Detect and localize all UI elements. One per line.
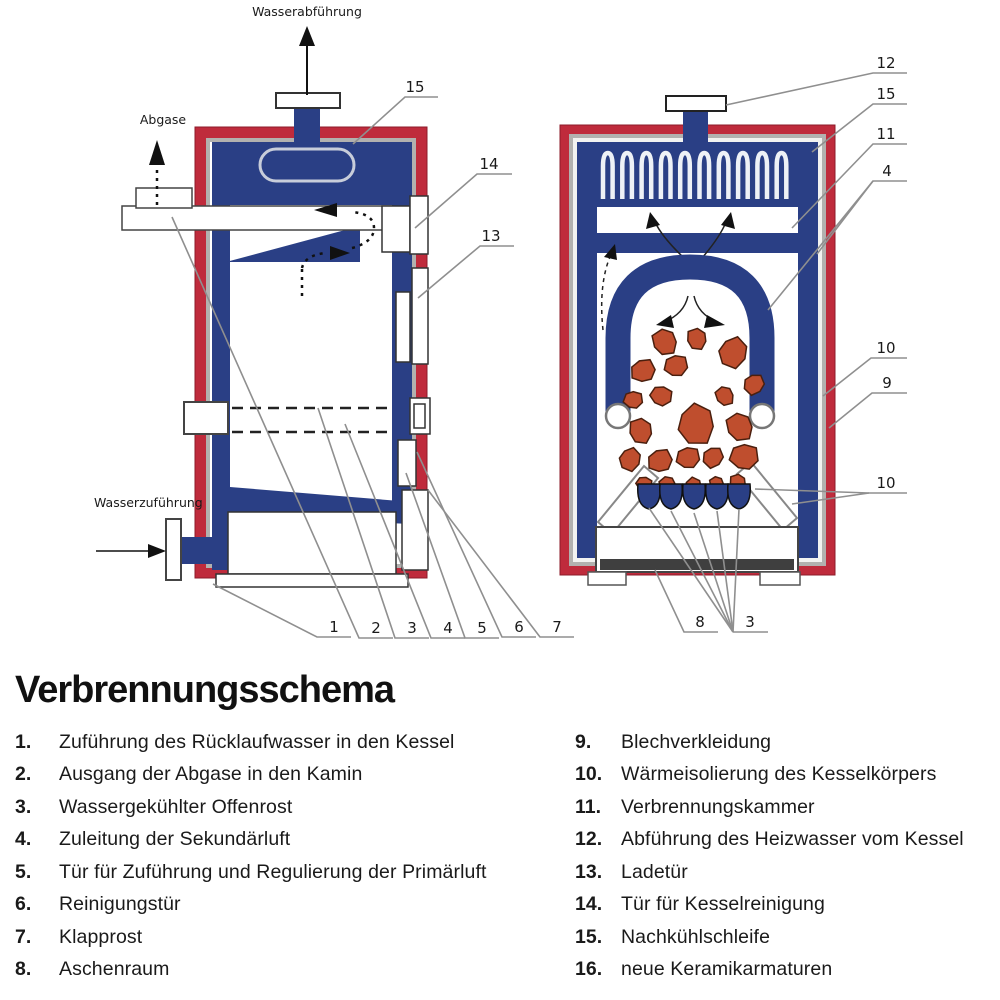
legend-section	[0, 669, 1000, 992]
legend-item	[575, 959, 990, 980]
legend-item-text: Ladetür	[621, 860, 688, 883]
callout-1: 1	[329, 618, 339, 636]
legend-item-number: 13.	[575, 860, 603, 883]
callout-4-right: 4	[882, 162, 892, 180]
right-boiler-section	[560, 96, 835, 585]
legend-item-text: Reinigungstür	[59, 893, 181, 916]
callout-15-right: 15	[876, 85, 896, 103]
flue-gas-arrow-icon	[149, 140, 165, 165]
legend-item-number: 7.	[15, 925, 32, 948]
callout-14: 14	[479, 155, 499, 173]
page-title: Verbrennungsschema	[15, 669, 395, 711]
legend	[15, 732, 990, 992]
legend-item-text: Blechverkleidung	[621, 731, 772, 753]
legend-item-text: Abführung des Heizwasser vom Kessel	[621, 828, 964, 851]
flue-gas-channel	[122, 206, 393, 230]
side-flange	[184, 402, 228, 434]
legend-item	[575, 797, 990, 818]
legend-item-text: Zuführung des Rücklaufwasser in den Kessel	[59, 731, 455, 753]
callout-8: 8	[695, 613, 705, 631]
callout-12: 12	[876, 54, 896, 72]
heating-water-pipe	[683, 108, 708, 144]
legend-item	[575, 764, 990, 785]
legend-item-text: Wärmeisolierung des Kesselkörpers	[621, 763, 937, 786]
wood-log	[676, 448, 699, 468]
heating-water-flange	[666, 96, 726, 111]
callout-2: 2	[371, 619, 381, 637]
callout-10-lower: 10	[876, 474, 896, 492]
legend-item	[575, 862, 990, 883]
legend-item-number: 15.	[575, 925, 603, 948]
callout-3: 3	[407, 619, 417, 637]
secondary-air-inner	[414, 404, 425, 428]
upper-gas-channel	[597, 207, 798, 233]
legend-item-number: 6.	[15, 893, 32, 916]
legend-item-text: Verbrennungskammer	[621, 795, 815, 818]
legend-item-number: 1.	[15, 731, 32, 753]
arch-opening-left	[606, 404, 630, 428]
callout-5: 5	[477, 619, 487, 637]
legend-item	[15, 797, 575, 818]
wood-log	[664, 356, 687, 376]
callout-13: 13	[481, 227, 501, 245]
left-boiler-section	[122, 93, 430, 587]
legend-item	[575, 829, 990, 850]
bottom-door-panel	[402, 490, 428, 570]
legend-item-text: Klapprost	[59, 925, 143, 948]
left-water-jacket-top	[212, 142, 412, 205]
legend-item	[575, 927, 990, 948]
callout-9: 9	[882, 374, 892, 392]
legend-item-number: 5.	[15, 860, 32, 883]
legend-column-left	[15, 732, 575, 992]
legend-item-text: Tür für Zuführung und Regulierung der Primärluft	[59, 860, 487, 883]
callout-7: 7	[552, 618, 562, 636]
base-ledge	[216, 574, 408, 587]
return-water-flange	[166, 519, 181, 580]
legend-item-number: 16.	[575, 958, 603, 981]
legend-item-text: Wassergekühlter Offenrost	[59, 795, 293, 818]
legend-item	[15, 732, 575, 753]
water-out-label: Wasserabführung	[252, 4, 362, 19]
wood-log	[630, 418, 651, 443]
water-out-arrow-icon	[299, 26, 315, 46]
legend-item-text: Nachkühlschleife	[621, 925, 771, 948]
water-outlet-flange	[276, 93, 340, 108]
water-in-label: Wasserzuführung	[94, 495, 203, 510]
callout-4: 4	[443, 619, 453, 637]
legend-item	[15, 959, 575, 980]
arch-opening-right	[750, 404, 774, 428]
legend-item-text: Ausgang der Abgase in den Kamin	[59, 763, 363, 786]
legend-item-text: Zuleitung der Sekundärluft	[59, 828, 291, 851]
callout-10-upper: 10	[876, 339, 896, 357]
legend-column-right	[575, 732, 990, 992]
callout-6: 6	[514, 618, 524, 636]
legend-item-number: 8.	[15, 958, 32, 981]
callout-15-left: 15	[405, 78, 425, 96]
legend-item-number: 10.	[575, 763, 603, 786]
callout-3-right: 3	[745, 613, 755, 631]
water-in-arrow-icon	[148, 544, 166, 558]
legend-item-number: 14.	[575, 893, 603, 916]
chimney-connector	[136, 188, 192, 208]
legend-item-number: 4.	[15, 828, 32, 851]
legend-item-number: 11.	[575, 795, 602, 818]
flue-gas-label: Abgase	[139, 112, 187, 127]
legend-item	[15, 764, 575, 785]
primary-air-door	[398, 440, 416, 486]
legend-item-text: Aschenraum	[59, 958, 170, 981]
return-water-pipe	[181, 537, 215, 564]
legend-item-number: 12.	[575, 828, 603, 851]
wood-log	[688, 328, 706, 349]
legend-item	[15, 862, 575, 883]
loading-door-inner	[396, 292, 410, 362]
legend-item	[575, 732, 990, 753]
legend-item-number: 9.	[575, 731, 592, 753]
cleaning-door-opening	[382, 206, 410, 252]
water-cooled-grate	[638, 484, 751, 509]
callout-11: 11	[876, 125, 896, 143]
legend-item	[575, 894, 990, 915]
boiler-foot	[588, 572, 626, 585]
loading-door-panel	[412, 268, 428, 364]
boiler-foot	[760, 572, 800, 585]
legend-item-text: neue Keramikarmaturen	[621, 958, 833, 981]
legend-item	[15, 829, 575, 850]
legend-item-text: Tür für Kesselreinigung	[621, 893, 825, 916]
legend-item-number: 3.	[15, 795, 32, 818]
legend-item	[15, 927, 575, 948]
legend-item-number: 2.	[15, 763, 32, 786]
legend-item	[15, 894, 575, 915]
water-outlet-pipe	[294, 104, 320, 144]
